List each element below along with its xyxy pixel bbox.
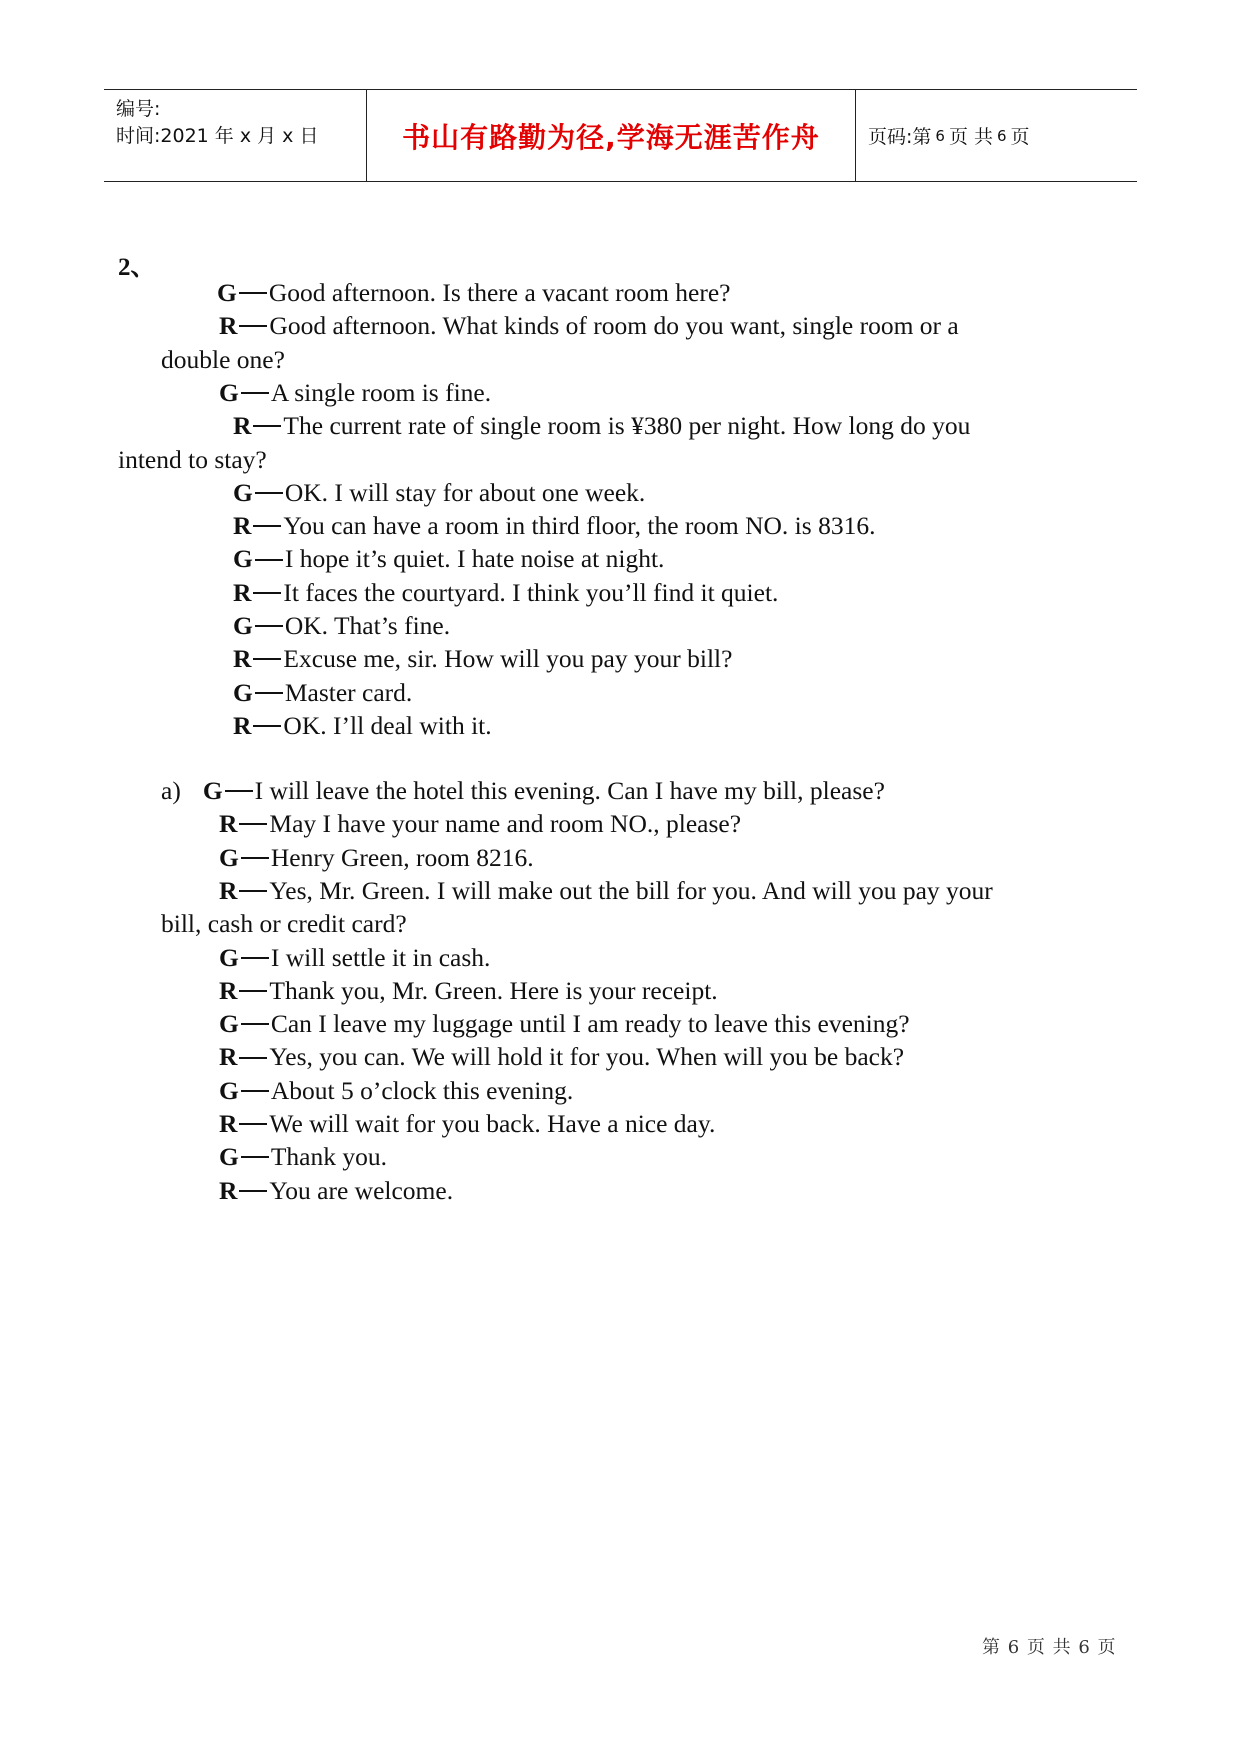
dialogue-line <box>161 911 407 937</box>
dash-separator <box>239 990 267 992</box>
dash-separator <box>241 957 269 959</box>
document-number-label: 编号: <box>116 98 161 120</box>
utterance-text: Thank you. <box>270 1142 387 1172</box>
dialogue-line <box>161 778 885 804</box>
utterance-text: I will leave the hotel this evening. Can I have my bill, please? <box>254 776 885 805</box>
utterance-text: OK. I’ll deal with it. <box>283 710 492 740</box>
speaker-label: G <box>217 278 237 307</box>
dash-separator <box>253 725 281 727</box>
utterance-text: I will settle it in cash. <box>270 942 491 972</box>
utterance-text: A single room is fine. <box>270 377 492 407</box>
utterance-text: intend to stay? <box>118 444 267 474</box>
dialogue-line <box>219 975 718 1005</box>
speaker-label: G <box>233 544 253 574</box>
utterance-text: OK. I will stay for about one week. <box>284 477 646 507</box>
dash-separator <box>239 890 267 892</box>
utterance-text: Yes, Mr. Green. I will make out the bill for you. And will you pay your <box>269 875 993 905</box>
dash-separator <box>253 525 281 527</box>
dialogue-line <box>233 477 646 507</box>
dialogue-line <box>233 677 413 707</box>
utterance-text: Henry Green, room 8216. <box>270 842 534 872</box>
dialogue-line <box>219 842 534 872</box>
speaker-label: G <box>219 942 239 972</box>
document-time-label: 时间:2021 年 x 月 x 日 <box>116 125 319 147</box>
utterance-text: It faces the courtyard. I think you’ll find it quiet. <box>283 577 779 607</box>
speaker-label: R <box>219 975 238 1005</box>
dialogue-line <box>233 577 779 607</box>
dash-separator <box>239 325 267 327</box>
speaker-label: R <box>219 1175 238 1205</box>
utterance-text: About 5 o’clock this evening. <box>270 1075 574 1105</box>
speaker-label: G <box>233 611 253 640</box>
utterance-text: May I have your name and room NO., please? <box>269 809 742 839</box>
dash-separator <box>255 692 283 694</box>
speaker-label: R <box>233 577 252 607</box>
speaker-label: G <box>219 1075 239 1105</box>
page-header <box>104 89 1137 182</box>
speaker-label: G <box>233 477 253 507</box>
dialogue-line <box>233 413 970 439</box>
dialogue-line <box>219 875 993 905</box>
dialogue-line <box>161 344 285 374</box>
speaker-label: R <box>233 644 252 674</box>
speaker-label: G <box>219 377 239 407</box>
dialogue-line <box>219 811 741 837</box>
dialogue-line <box>233 613 450 639</box>
speaker-label: R <box>219 875 238 905</box>
dash-separator <box>239 292 267 294</box>
header-page-cell <box>856 90 1137 181</box>
page-current-number: 6 <box>935 126 945 145</box>
utterance-text: Master card. <box>284 677 413 707</box>
dash-separator <box>239 823 267 825</box>
utterance-text: Excuse me, sir. How will you pay your bill? <box>283 644 733 674</box>
dialogue-line <box>219 1144 387 1170</box>
speaker-label: R <box>233 511 252 541</box>
utterance-text: Yes, you can. We will hold it for you. When will you be back? <box>269 1042 905 1072</box>
dash-separator <box>225 790 253 792</box>
dialogue-line <box>217 280 730 306</box>
page-prefix: 页码:第 <box>868 126 932 148</box>
list-marker: a) <box>161 776 181 805</box>
header-motto-cell <box>367 90 856 181</box>
utterance-text: I hope it’s quiet. I hate noise at night. <box>284 544 665 574</box>
speaker-label: R <box>233 710 252 740</box>
page-mid: 页 共 <box>948 126 993 148</box>
dialogue-line <box>219 313 959 339</box>
dialogue-line <box>118 444 267 474</box>
page-suffix: 页 <box>1010 126 1030 148</box>
dash-separator <box>241 1090 269 1092</box>
dash-separator <box>255 559 283 561</box>
dash-separator <box>241 392 269 394</box>
dialogue-line <box>233 710 492 740</box>
dialogue-line <box>219 377 492 407</box>
speaker-label: R <box>219 809 238 839</box>
page-total-number: 6 <box>997 126 1007 145</box>
utterance-text: You can have a room in third floor, the room NO. is 8316. <box>283 511 876 541</box>
dialogue-line <box>219 942 491 972</box>
speaker-label: G <box>219 842 239 872</box>
speaker-label: G <box>219 1009 239 1039</box>
utterance-text: Good afternoon. What kinds of room do you want, single room or a <box>269 311 959 341</box>
utterance-text: The current rate of single room is ¥380 per night. How long do you <box>283 411 971 441</box>
dialogue-line <box>219 1111 715 1137</box>
header-info-cell <box>104 90 367 181</box>
dash-separator <box>253 425 281 427</box>
speaker-label: G <box>233 677 253 707</box>
speaker-label: G <box>202 776 223 805</box>
dash-separator <box>239 1123 267 1125</box>
page-footer: 第 6 页 共 6 页 <box>982 1637 1117 1658</box>
utterance-text: bill, cash or credit card? <box>161 909 407 939</box>
dash-separator <box>241 1156 269 1158</box>
dash-separator <box>253 658 281 660</box>
speaker-label: R <box>219 311 238 341</box>
utterance-text: We will wait for you back. Have a nice day. <box>269 1109 716 1138</box>
dialogue-line <box>219 1011 910 1037</box>
dash-separator <box>255 492 283 494</box>
dash-separator <box>253 592 281 594</box>
dialogue-line <box>233 646 732 672</box>
dialogue-line <box>219 1075 574 1105</box>
utterance-text: double one? <box>161 344 285 374</box>
utterance-text: Good afternoon. Is there a vacant room here? <box>268 278 731 307</box>
speaker-label: R <box>219 1109 238 1138</box>
header-motto: 书山有路勤为径,学海无涯苦作舟 <box>402 120 820 154</box>
dash-separator <box>241 857 269 859</box>
speaker-label: R <box>233 411 252 441</box>
dialogue-line <box>219 1044 904 1070</box>
utterance-text: OK. That’s fine. <box>284 611 451 640</box>
dialogue-line <box>219 1175 454 1205</box>
utterance-text: Can I leave my luggage until I am ready to leave this evening? <box>270 1009 910 1039</box>
speaker-label: R <box>219 1042 238 1072</box>
dash-separator <box>255 625 283 627</box>
dash-separator <box>239 1190 267 1192</box>
utterance-text: You are welcome. <box>269 1175 454 1205</box>
dash-separator <box>239 1057 267 1059</box>
dash-separator <box>241 1023 269 1025</box>
dialogue-line <box>233 513 875 539</box>
section-number: 2、 <box>118 254 156 281</box>
speaker-label: G <box>219 1142 239 1172</box>
utterance-text: Thank you, Mr. Green. Here is your receipt. <box>269 975 718 1005</box>
dialogue-line <box>233 546 664 572</box>
